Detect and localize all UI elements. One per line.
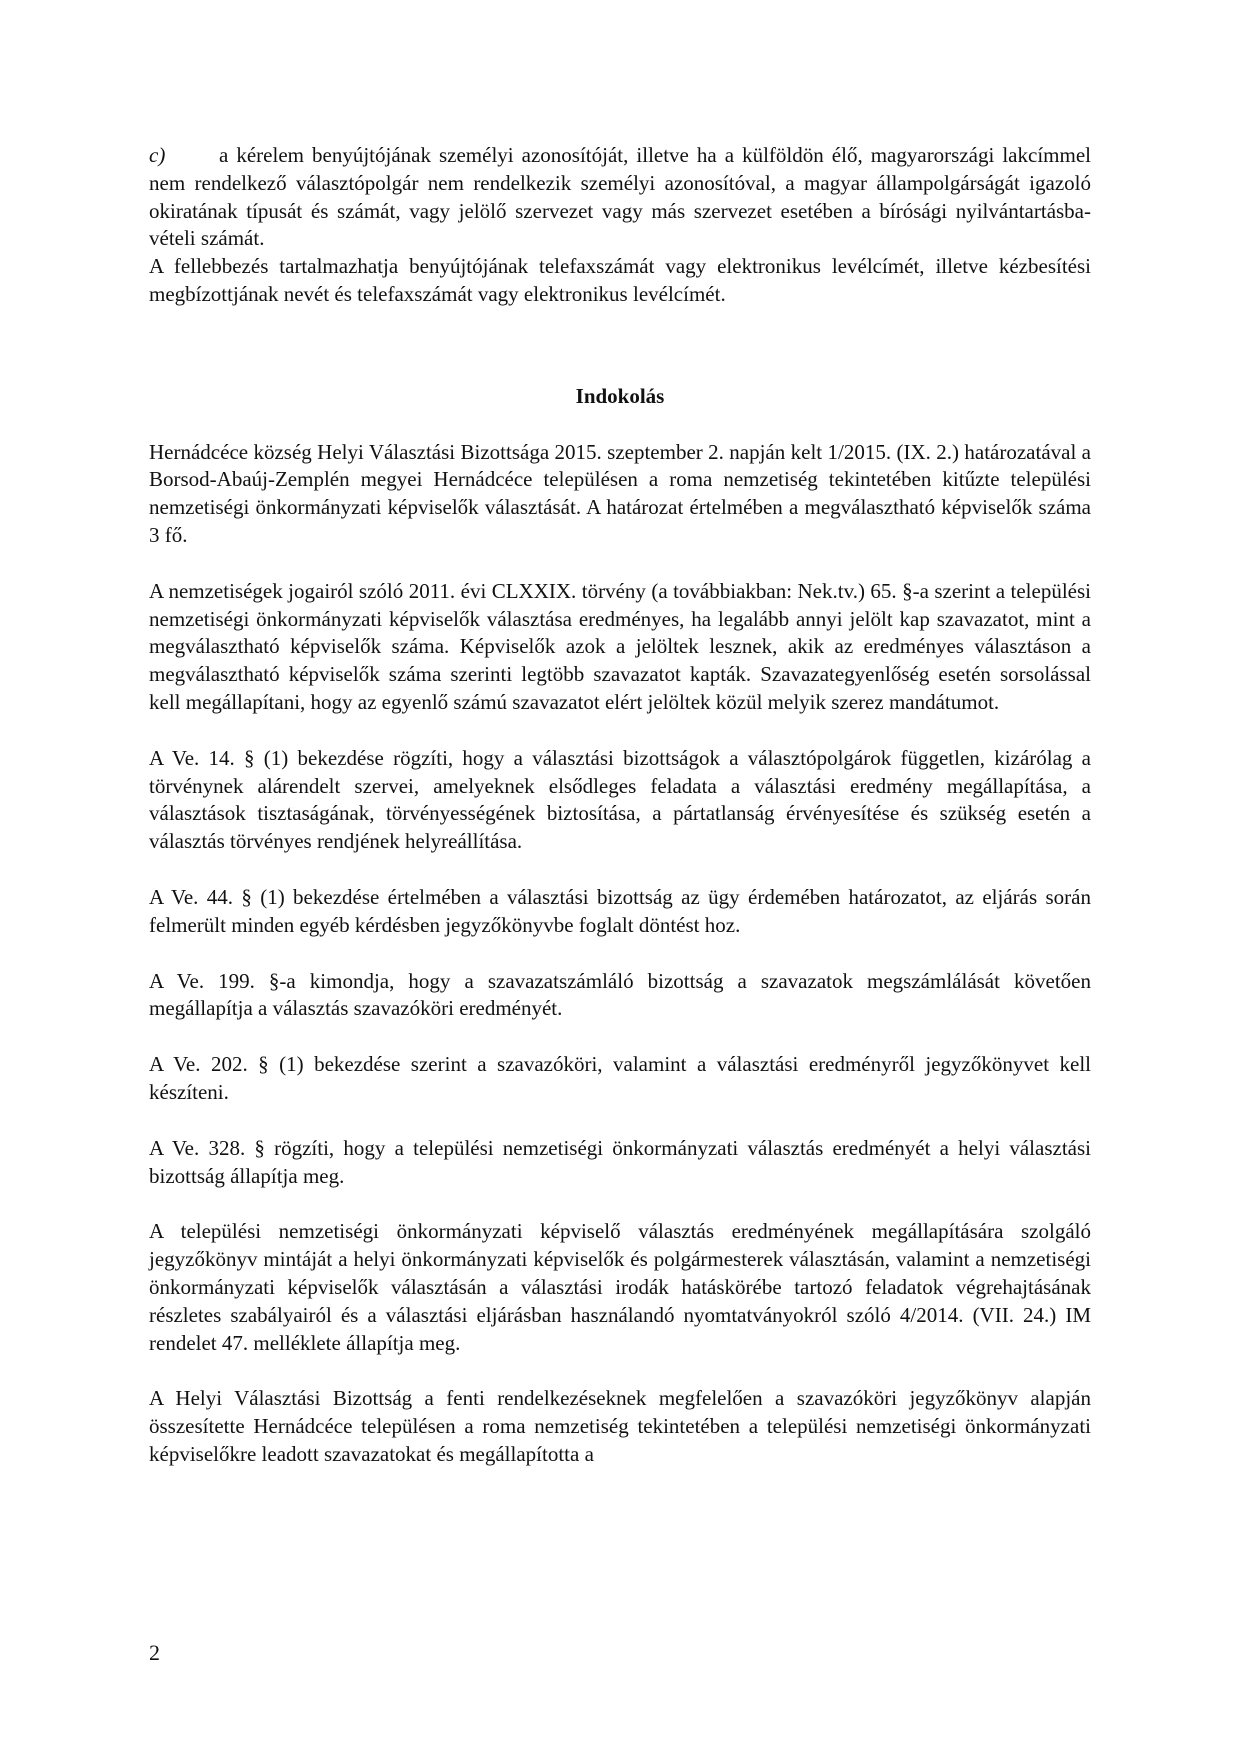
paragraph: A Ve. 199. §-a kimondja, hogy a szavazatszámláló bizottság a szavazatok megszámlálását követően megállapítja a választás szavazóköri eredményét. <box>149 968 1091 1021</box>
document-body <box>149 142 1091 1497</box>
page-number: 2 <box>149 1640 160 1665</box>
spacer <box>149 309 1091 383</box>
paragraph: A Ve. 44. § (1) bekezdése értelmében a választási bizottság az ügy érdemében határozatot, az eljárás során felmerült minden egyéb kérdésben jegyzőkönyvbe foglalt döntést hoz. <box>149 884 1091 937</box>
section-heading: Indokolás <box>575 383 665 408</box>
paragraph: A Ve. 328. § rögzíti, hogy a települési nemzetiségi önkormányzati választás eredményét a helyi választási bizottság állapítja meg. <box>149 1135 1091 1188</box>
paragraph: A Ve. 202. § (1) bekezdése szerint a szavazóköri, valamint a választási eredményről jegyzőkönyvet kell készíteni. <box>149 1052 1091 1104</box>
paragraph: A Ve. 14. § (1) bekezdése rögzíti, hogy a választási bizottságok a választópolgárok független, kizárólag a törvénynek alárendelt szervei, amelyeknek elsődleges feladata a választási eredmény megállapítása, a választások tisztaságának, törvényességének biztosítása, a pártatlanság érvényesítése és szükség esetén a választás törvényes rendjének helyreállítása. <box>149 745 1091 854</box>
paragraph: A nemzetiségek jogairól szóló 2011. évi CLXXIX. törvény (a továbbiakban: Nek.tv.) 65. §-a szerint a települési nemzetiségi önkormányzati képviselők választása eredményes, ha legalább annyi jelölt kap szavazatot, mint a megválasztható képviselők száma. Képviselők azok a jelöltek lesznek, akik az eredményes választáson a megválasztható képviselők száma szerinti legtöbb szavazatot kapták. Szavazategyenlőség esetén sorsolással kell megállapítani, hogy az egyenlő számú szavazatot elért jelöltek közül melyik szerez mandátumot. <box>149 578 1091 714</box>
list-item-label: c) <box>149 143 166 167</box>
paragraph: Hernádcéce község Helyi Választási Bizottsága 2015. szeptember 2. napján kelt 1/2015. (IX. 2.) határozatával a Borsod-Abaúj-Zemplén megyei Hernádcéce településen a roma nemzetiség tekintetében kitűzte települési nemzetiségi önkormányzati képviselők választását. A határozat értelmében a megválasztható képviselők száma 3 fő. <box>149 439 1091 547</box>
list-item-text: a kérelem benyújtójának személyi azonosítóját, illetve ha a külföldön élő, magyarországi lakcímmel nem rendelkező választópolgár nem rendelkezik személyi azonosítóval, a magyar állampolgárságát igazoló okiratának típusát és számát, vagy jelölő szervezet vagy más szervezet esetében a bírósági nyilvántartásba-vételi számát. <box>149 143 1091 251</box>
appeal-contact-paragraph: A fellebbezés tartalmazhatja benyújtójának telefaxszámát vagy elektronikus levélcímét, illetve kézbesítési megbízottjának nevét és telefaxszámát vagy elektronikus levélcímét. <box>149 254 1091 306</box>
list-item-c <box>149 142 1091 253</box>
paragraph: A települési nemzetiségi önkormányzati képviselő választás eredményének megállapítására szolgáló jegyzőkönyv mintáját a helyi önkormányzati képviselők és polgármesterek választásán, valamint a nemzetiségi önkormányzati képviselők választásán a választási irodák hatáskörébe tartozó feladatok végrehajtásának részletes szabályairól és a választási eljárásban használandó nyomtatványokról szóló 4/2014. (VII. 24.) IM rendelet 47. melléklete állapítja meg. <box>149 1219 1091 1355</box>
paragraph: A Helyi Választási Bizottság a fenti rendelkezéseknek megfelelően a szavazóköri jegyzőkönyv alapján összesítette Hernádcéce településen a roma nemzetiség tekintetében a települési nemzetiségi önkormányzati képviselőkre leadott szavazatokat és megállapította a <box>149 1386 1091 1466</box>
